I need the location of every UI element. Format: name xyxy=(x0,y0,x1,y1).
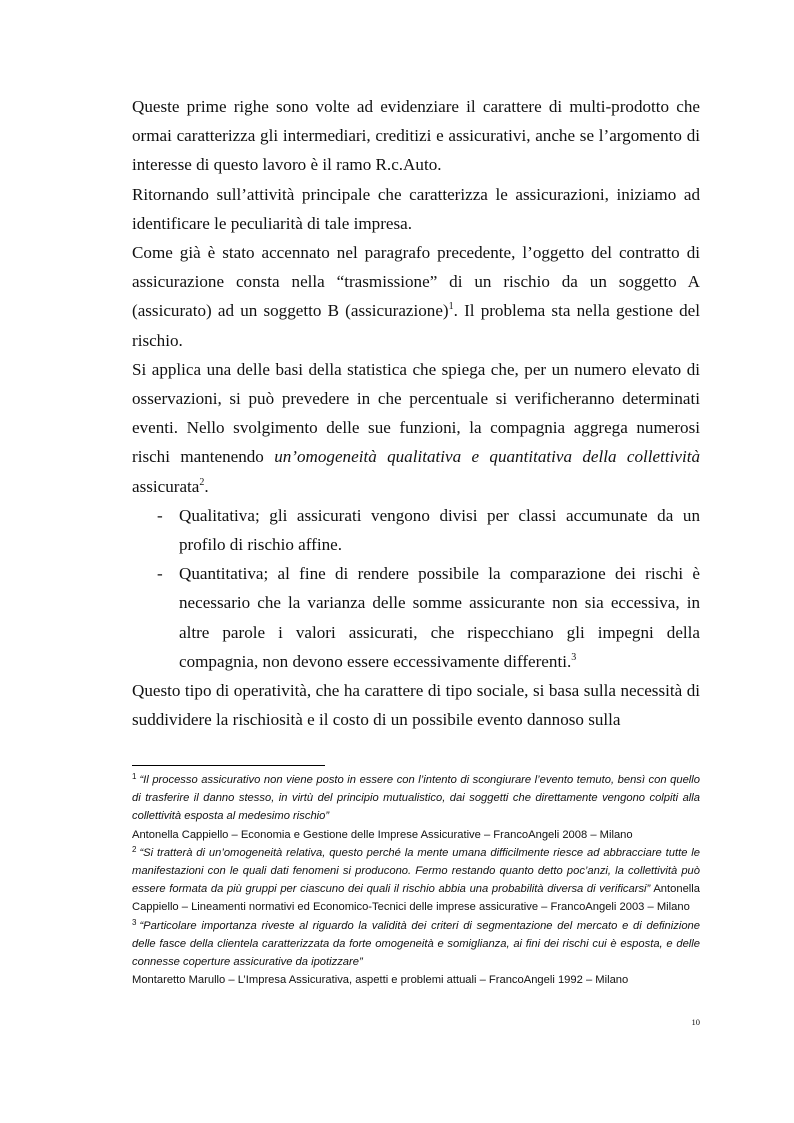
footnote-ref-1[interactable]: 1 xyxy=(448,301,454,313)
footnote-separator xyxy=(132,765,325,766)
footnote-3-source: Montaretto Marullo – L’Impresa Assicurativa, aspetti e problemi attuali – FrancoAngeli 1992 – Milano xyxy=(132,974,629,987)
body-text xyxy=(132,92,700,734)
footnotes xyxy=(132,771,700,989)
emphasis-text: un’omogeneità qualitativa e quantitativa della collettività xyxy=(274,447,700,467)
footnote-ref-2[interactable]: 2 xyxy=(199,476,205,488)
paragraph-main-activity: Ritornando sull’attività principale che caratterizza le assicurazioni, iniziamo ad identificare le peculiarità di tale impresa. xyxy=(132,184,700,233)
footnote-2: $^2$ “Si tratterà di un’omogeneità relativa, questo perché la mente umana difficilmente riesce ad abbracciare tutte le manifestazioni con le quali dati fenomeni si producono. Fermo restando quanto detto poc’anzi, la collettività può essere formata da più gruppi per ciascuno dei quali il rischio abbia una probabilità diversa di verificarsi” Antonella Cappiello – Lineamenti normativi ed Economico-Tecnici delle imprese assicurative – FrancoAngeli 2003 – Milano xyxy=(132,844,700,914)
bullet-marker: - xyxy=(157,564,163,584)
paragraph-risk-transfer: Come già è stato accennato nel paragrafo precedente, l’oggetto del contratto di assicurazione consta nella “trasmissione” di un rischio da un soggetto A (assicurato) ad un soggetto B (assicurazione)$^1$. Il problema sta nella gestione del rischio. xyxy=(132,243,700,350)
paragraph-intro: Queste prime righe sono volte ad evidenziare il carattere di multi-prodotto che ormai caratterizza gli intermediari, creditizi e assicurativi, anche se l’argomento di interesse di questo lavoro è il ramo R.c.Auto. xyxy=(132,97,700,175)
list-item-qualitativa: - Qualitativa; gli assicurati vengono divisi per classi accumunate da un profilo di rischio affine. xyxy=(132,501,700,559)
footnote-1: $^1$ “Il processo assicurativo non viene posto in essere con l’intento di scongiurare l’evento temuto, bensì con quello di trasferire il danno stesso, in virtù del principio mutualistico, dai soggetti che direttamente vengono colpiti alla collettività esposta al medesimo rischio” xyxy=(132,772,700,823)
page-number: 10 xyxy=(691,1017,700,1027)
paragraph-statistics: Si applica una delle basi della statistica che spiega che, per un numero elevato di osservazioni, si può prevedere in che percentuale si verificheranno determinati eventi. Nello svolgimento delle sue funzioni, la compagnia aggrega numerosi rischi mantenendo un’omogeneità qualitativa e quantitativa della collettività assicurata$^2$. xyxy=(132,359,700,496)
list-item-quantitativa: - Quantitativa; al fine di rendere possibile la comparazione dei rischi è necessario che la varianza delle somme assicurante non sia eccessiva, in altre parole i valori assicurati, che rispecchiano gli impegni della compagnia, non devono essere eccessivamente differenti.$^3$ xyxy=(132,559,700,676)
footnote-1-source: Antonella Cappiello – Economia e Gestione delle Imprese Assicurative – FrancoAngeli 2008 – Milano xyxy=(132,828,633,841)
paragraph-closing: Questo tipo di operatività, che ha carattere di tipo sociale, si basa sulla necessità di suddividere la rischiosità e il costo di un possibile evento dannoso sulla xyxy=(132,681,700,730)
footnote-3: $^3$ “Particolare importanza riveste al riguardo la validità dei criteri di segmentazione del mercato e di definizione delle fasce della clientela caratterizzata da forte omogeneità e somiglianza, ai fini dei rischi cui è esposta, e delle connesse coperture assicurative da ipotizzare” xyxy=(132,917,700,969)
footnote-ref-3[interactable]: 3 xyxy=(571,651,577,663)
bullet-marker: - xyxy=(157,505,163,525)
